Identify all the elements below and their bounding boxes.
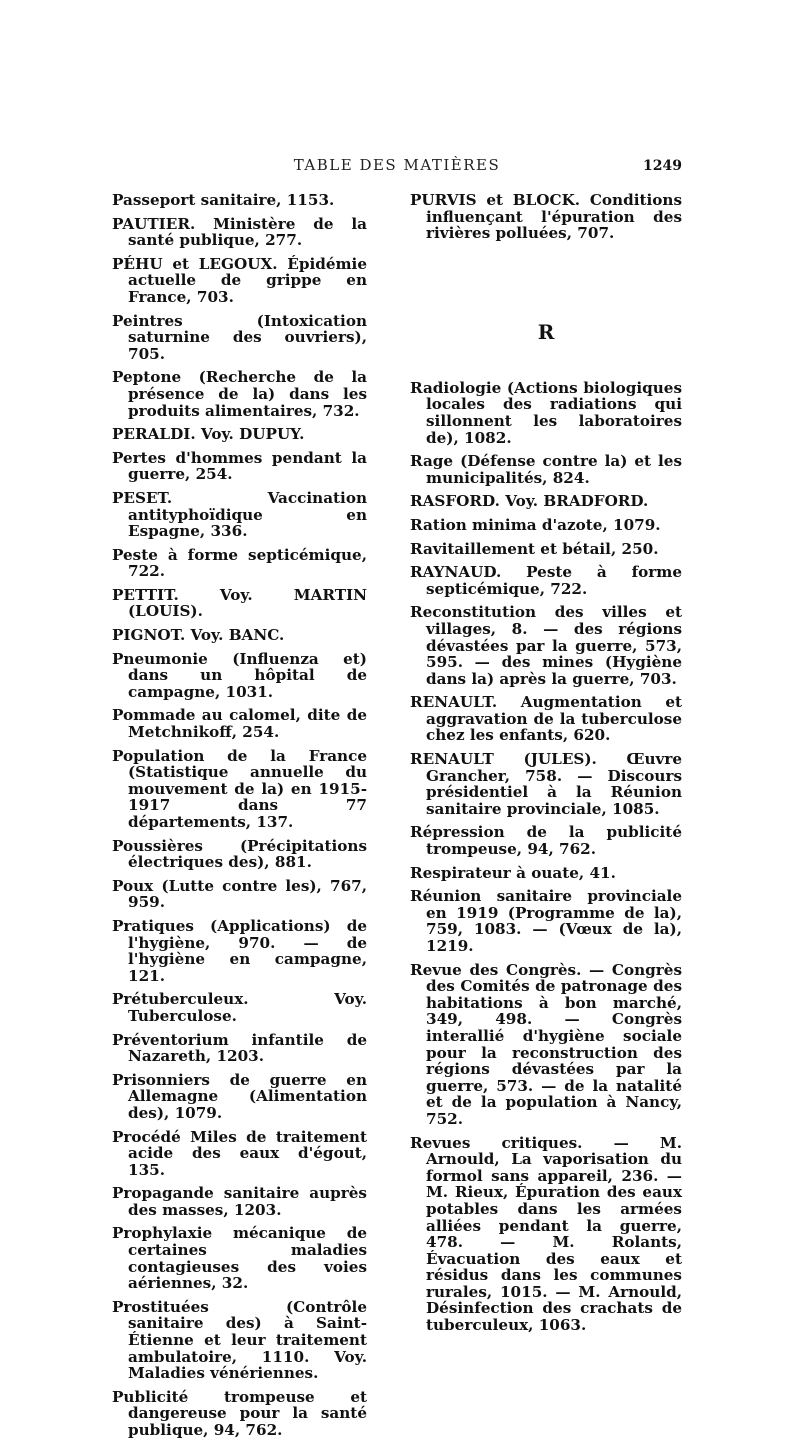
index-entry: Peintres (Intoxication saturnine des ouvriers), 705. bbox=[112, 311, 367, 363]
index-entry: Revues critiques. — M. Arnould, La vaporisation du formol sans appareil, 236. — M. Rieux, Épuration des eaux potables dans les armées alliées pendant la guerre, 478. — M. Rolants, Évacuation des eaux et résidus dans les communes rurales, 1015. — M. Arnould, Désinfection des crachats de tuberculeux, 1063. bbox=[410, 1133, 682, 1335]
index-entry: Ration minima d'azote, 1079. bbox=[410, 515, 661, 534]
index-entry: Respirateur à ouate, 41. bbox=[410, 863, 616, 882]
index-entry: PETTIT. Voy. MARTIN (LOUIS). bbox=[112, 585, 367, 621]
index-entry: Répression de la publicité trompeuse, 94, 762. bbox=[410, 823, 682, 859]
index-entry: Pommade au calomel, dite de Metchnikoff, 254. bbox=[112, 706, 367, 742]
index-entry: PÉHU et LEGOUX. Épidémie actuelle de grippe en France, 703. bbox=[112, 254, 367, 306]
index-entry: Pertes d'hommes pendant la guerre, 254. bbox=[112, 448, 367, 484]
index-entry: Pratiques (Applications) de l'hygiène, 970. — de l'hygiène en campagne, 121. bbox=[112, 916, 367, 985]
index-entry: Prisonniers de guerre en Allemagne (Alimentation des), 1079. bbox=[112, 1070, 367, 1122]
index-entry: RASFORD. Voy. BRADFORD. bbox=[410, 492, 649, 511]
index-entry: Poussières (Précipitations électriques des), 881. bbox=[112, 836, 367, 872]
index-entry: Radiologie (Actions biologiques locales des radiations qui sillonnent les laboratoires de), 1082. bbox=[410, 378, 682, 447]
index-entry: PURVIS et BLOCK. Conditions influençant l'épuration des rivières polluées, 707. bbox=[410, 191, 682, 243]
index-entry: Pneumonie (Influenza et) dans un hôpital de campagne, 1031. bbox=[112, 649, 367, 701]
index-entry: RENAULT. Augmentation et aggravation de la tuberculose chez les enfants, 620. bbox=[410, 693, 682, 745]
index-entry: RENAULT (JULES). Œuvre Grancher, 758. — Discours présidentiel à la Réunion sanitaire provinciale, 1085. bbox=[410, 750, 682, 818]
index-entry: PIGNOT. Voy. BANC. bbox=[112, 626, 285, 645]
index-entry: Prétuberculeux. Voy. Tuberculose. bbox=[112, 990, 367, 1025]
page-header bbox=[112, 156, 682, 180]
page-number: 1249 bbox=[643, 158, 682, 174]
index-entry: Ravitaillement et bétail, 250. bbox=[410, 539, 659, 558]
index-entry: Réunion sanitaire provinciale en 1919 (Programme de la), 759, 1083. — (Vœux de la), 1219. bbox=[410, 887, 682, 955]
index-entry: Reconstitution des villes et villages, 8. — des régions dévastées par la guerre, 573, 595. — des mines (Hygiène dans la) après la guerre, 703. bbox=[410, 603, 682, 688]
index-entry: Propagande sanitaire auprès des masses, 1203. bbox=[112, 1184, 367, 1219]
right-column bbox=[410, 192, 682, 1341]
index-entry: Peptone (Recherche de la présence de la) dans les produits alimentaires, 732. bbox=[112, 368, 367, 420]
index-entry: Procédé Miles de traitement acide des eaux d'égout, 135. bbox=[112, 1127, 367, 1179]
index-entry: RAYNAUD. Peste à forme septicémique, 722. bbox=[410, 563, 682, 598]
index-entry: Prophylaxie mécanique de certaines maladies contagieuses des voies aériennes, 32. bbox=[112, 1224, 367, 1293]
index-entry: Publicité trompeuse et dangereuse pour la santé publique, 94, 762. bbox=[112, 1387, 367, 1439]
left-column bbox=[112, 192, 367, 1446]
running-title: TABLE DES MATIÈRES bbox=[293, 156, 501, 174]
index-entry: PERALDI. Voy. DUPUY. bbox=[112, 425, 305, 444]
index-entry: Passeport sanitaire, 1153. bbox=[112, 191, 335, 209]
index-entry: Préventorium infantile de Nazareth, 1203. bbox=[112, 1030, 367, 1066]
index-entry: Poux (Lutte contre les), 767, 959. bbox=[112, 876, 367, 912]
index-entry: PESET. Vaccination antityphoïdique en Espagne, 336. bbox=[112, 488, 367, 541]
section-letter: R bbox=[537, 319, 555, 344]
index-entry: Peste à forme septicémique, 722. bbox=[112, 545, 367, 581]
index-entry: PAUTIER. Ministère de la santé publique, 277. bbox=[112, 214, 367, 250]
index-entry: Rage (Défense contre la) et les municipalités, 824. bbox=[410, 452, 682, 487]
index-entry: Population de la France (Statistique annuelle du mouvement de la) en 1915-1917 dans 77 départements, 137. bbox=[112, 746, 367, 831]
index-entry: Revue des Congrès. — Congrès des Comités de patronage des habitations à bon marché, 349, 498. — Congrès interallié d'hygiène sociale pour la reconstruction des régions dévastées par la guerre, 573. — de la natalité et de la population à Nancy, 752. bbox=[410, 960, 682, 1128]
index-entry: Prostituées (Contrôle sanitaire des) à Saint-Étienne et leur traitement ambulatoire, 1110. Voy. Maladies vénériennes. bbox=[112, 1297, 367, 1383]
